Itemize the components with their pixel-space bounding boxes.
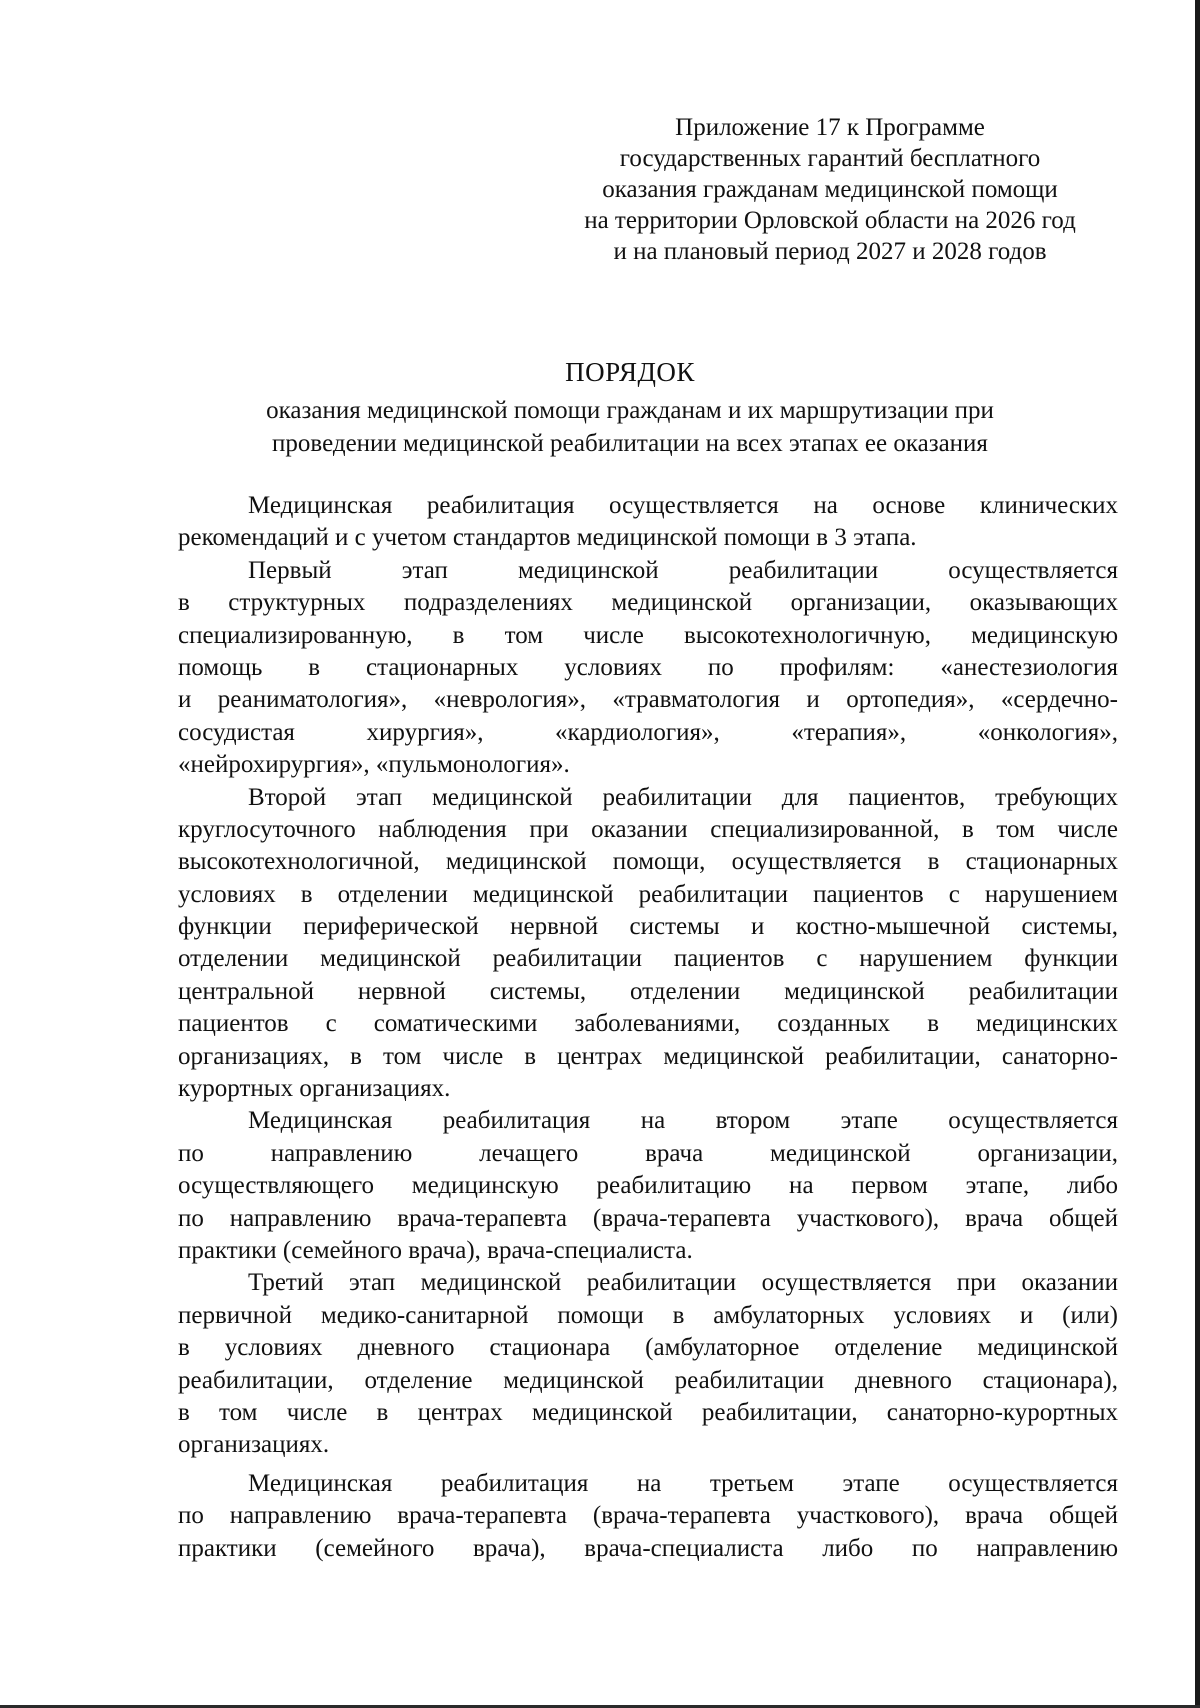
paragraph-line: функции периферической нервной системы и костно-мышечной системы, <box>178 913 1118 941</box>
paragraph-line: круглосуточного наблюдения при оказании специализированной, в том числе <box>178 815 1118 843</box>
paragraph <box>178 490 1118 555</box>
paragraph-line: курортных организациях. <box>178 1075 451 1103</box>
appendix-line: и на плановый период 2027 и 2028 годов <box>613 238 1047 265</box>
paragraph-line: отделении медицинской реабилитации пациентов с нарушением функции <box>178 945 1118 973</box>
paragraph-line: Второй этап медицинской реабилитации для пациентов, требующих <box>248 783 1118 811</box>
paragraph-line: высокотехнологичной, медицинской помощи, осуществляется в стационарных <box>178 848 1118 876</box>
paragraph-line: по направлению лечащего врача медицинской организации, <box>178 1139 1118 1167</box>
paragraph-line: первичной медико-санитарной помощи в амбулаторных условиях и (или) <box>178 1301 1118 1329</box>
paragraph-line: Медицинская реабилитация на третьем этапе осуществляется <box>248 1469 1118 1497</box>
paragraph-line: специализированную, в том числе высокотехнологичную, медицинскую <box>178 621 1118 649</box>
paragraph-line: рекомендаций и с учетом стандартов медицинской помощи в 3 этапа. <box>178 524 917 552</box>
paragraph <box>178 782 1118 1106</box>
document-subtitle <box>150 394 1110 460</box>
paragraph-line: в условиях дневного стационара (амбулаторное отделение медицинской <box>178 1334 1118 1362</box>
paragraph-line: по направлению врача-терапевта (врача-терапевта участкового), врача общей <box>178 1502 1118 1530</box>
paragraph <box>178 1267 1118 1461</box>
paragraph <box>178 1468 1118 1565</box>
paragraph-line: «нейрохирургия», «пульмонология». <box>178 751 570 779</box>
paragraph <box>178 555 1118 782</box>
paragraph-line: и реаниматология», «неврология», «травматология и ортопедия», «сердечно- <box>178 686 1118 714</box>
paragraph-line: в структурных подразделениях медицинской организации, оказывающих <box>178 589 1118 617</box>
paragraph-line: организациях. <box>178 1431 330 1459</box>
paragraph-line: в том числе в центрах медицинской реабилитации, санаторно-курортных <box>178 1398 1118 1426</box>
paragraph-line: сосудистая хирургия», «кардиология», «терапия», «онкология», <box>178 718 1118 746</box>
document-title: ПОРЯДОК <box>565 357 695 387</box>
paragraph-line: организациях, в том числе в центрах медицинской реабилитации, санаторно- <box>178 1042 1118 1070</box>
paragraph-line: Первый этап медицинской реабилитации осуществляется <box>248 556 1118 584</box>
paragraph-line: помощь в стационарных условиях по профилям: «анестезиология <box>178 653 1118 681</box>
paragraph-line: пациентов с соматическими заболеваниями, созданных в медицинских <box>178 1010 1118 1038</box>
paragraph-line: Медицинская реабилитация осуществляется на основе клинических <box>248 492 1118 519</box>
subtitle-line: проведении медицинской реабилитации на всех этапах ее оказания <box>272 430 988 457</box>
paragraph-line: условиях в отделении медицинской реабилитации пациентов с нарушением <box>178 880 1118 908</box>
paragraph-line: практики (семейного врача), врача-специалиста либо по направлению <box>178 1534 1118 1562</box>
paragraph-line: Третий этап медицинской реабилитации осуществляется при оказании <box>248 1269 1118 1297</box>
appendix-line: оказания гражданам медицинской помощи <box>602 176 1058 203</box>
paragraph-line: центральной нервной системы, отделении медицинской реабилитации <box>178 977 1118 1005</box>
paragraph-line: по направлению врача-терапевта (врача-терапевта участкового), врача общей <box>178 1204 1118 1232</box>
paragraph <box>178 1105 1118 1267</box>
appendix-line: государственных гарантий бесплатного <box>619 145 1041 172</box>
appendix-line: на территории Орловской области на 2026 год <box>584 207 1076 234</box>
document-body <box>178 490 1118 1565</box>
appendix-line: Приложение 17 к Программе <box>675 114 985 141</box>
paragraph-line: реабилитации, отделение медицинской реабилитации дневного стационара), <box>178 1366 1118 1394</box>
paragraph-line: практики (семейного врача), врача-специалиста. <box>178 1236 693 1264</box>
scan-edge-right <box>1195 0 1200 1708</box>
paragraph-line: осуществляющего медицинскую реабилитацию на первом этапе, либо <box>178 1172 1118 1200</box>
appendix-header <box>540 112 1120 267</box>
paragraph-line: Медицинская реабилитация на втором этапе осуществляется <box>248 1107 1118 1135</box>
subtitle-line: оказания медицинской помощи гражданам и их маршрутизации при <box>266 397 994 424</box>
